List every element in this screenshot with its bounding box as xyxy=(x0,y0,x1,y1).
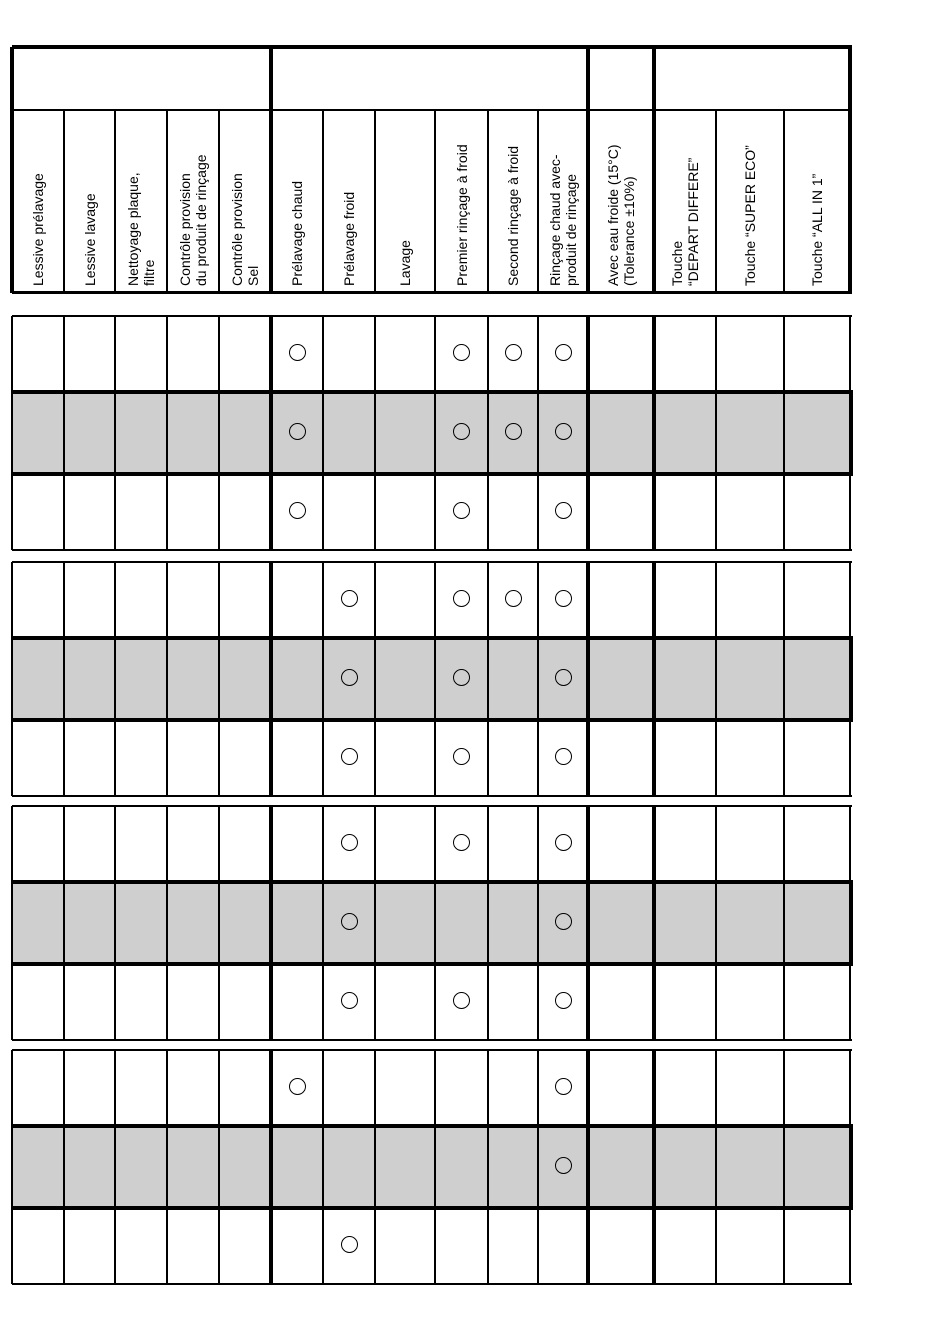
circle-mark-rincage-chaud xyxy=(555,992,572,1009)
shaded-row-edge xyxy=(849,1124,853,1210)
group-bottom-border xyxy=(12,1283,852,1285)
circle-mark-rincage-chaud xyxy=(555,669,572,686)
column-divider xyxy=(652,806,656,1040)
column-divider xyxy=(218,806,220,1040)
column-divider xyxy=(166,1050,168,1284)
row-divider xyxy=(12,1206,852,1210)
circle-mark-prelavage-froid xyxy=(341,1236,358,1253)
column-divider xyxy=(166,806,168,1040)
row-divider xyxy=(12,472,852,476)
header-bottom-border xyxy=(12,291,852,294)
circle-mark-second-rincage-froid xyxy=(505,590,522,607)
row-divider xyxy=(12,1124,852,1128)
column-divider xyxy=(652,562,656,796)
row-divider xyxy=(12,880,852,884)
column-divider xyxy=(652,316,656,550)
circle-mark-prelavage-chaud xyxy=(289,423,306,440)
header-divider xyxy=(783,110,785,293)
circle-mark-rincage-chaud xyxy=(555,748,572,765)
column-divider xyxy=(586,1050,590,1284)
group-top-border xyxy=(12,1049,852,1051)
header-divider xyxy=(114,110,116,293)
column-divider xyxy=(269,562,273,796)
column-header-line: Lavage xyxy=(397,240,413,286)
header-divider xyxy=(652,47,656,293)
shaded-row-edge xyxy=(849,880,853,966)
circle-mark-prelavage-chaud xyxy=(289,1078,306,1095)
circle-mark-rincage-chaud xyxy=(555,344,572,361)
circle-mark-prelavage-froid xyxy=(341,590,358,607)
group-bottom-border xyxy=(12,1039,852,1041)
header-divider xyxy=(63,110,65,293)
column-header-touche-depart-differe xyxy=(669,158,701,286)
column-divider xyxy=(374,806,376,1040)
shaded-row xyxy=(12,882,850,964)
column-header-prelavage-chaud xyxy=(289,181,305,286)
shaded-row xyxy=(12,1126,850,1208)
column-header-line: Prélavage chaud xyxy=(289,180,305,286)
column-header-line: Premier rinçage à froid xyxy=(453,144,470,286)
header-divider xyxy=(166,110,168,293)
column-header-line: Contrôle provision xyxy=(177,173,193,286)
header-divider xyxy=(322,110,324,293)
column-divider xyxy=(374,316,376,550)
column-divider xyxy=(11,1050,13,1284)
column-divider xyxy=(374,562,376,796)
column-divider xyxy=(114,316,116,550)
column-divider xyxy=(63,316,65,550)
column-divider xyxy=(487,806,489,1040)
column-divider xyxy=(114,1050,116,1284)
column-divider xyxy=(715,562,717,796)
group-top-border xyxy=(12,561,852,563)
column-divider xyxy=(537,806,539,1040)
column-divider xyxy=(11,562,13,796)
column-divider xyxy=(783,806,785,1040)
column-divider xyxy=(783,316,785,550)
circle-mark-rincage-chaud xyxy=(555,590,572,607)
column-header-second-rincage-froid xyxy=(505,146,521,286)
column-header-line: produit de rinçage xyxy=(563,173,579,286)
column-header-line: Prélavage froid xyxy=(341,191,357,286)
column-divider xyxy=(586,806,590,1040)
column-header-lessive-lavage xyxy=(82,193,98,286)
column-divider xyxy=(11,316,13,550)
column-header-line: Second rinçage à froid xyxy=(505,145,521,286)
shaded-row-edge xyxy=(849,390,853,476)
column-header-prelavage-froid xyxy=(341,192,357,286)
group-bottom-border xyxy=(12,549,852,551)
column-divider xyxy=(11,806,13,1040)
circle-mark-premier-rincage-froid xyxy=(453,992,470,1009)
column-header-line: Lessive prélavage xyxy=(30,173,46,286)
circle-mark-prelavage-froid xyxy=(341,669,358,686)
column-divider xyxy=(269,1050,273,1284)
row-divider xyxy=(12,718,852,722)
column-divider xyxy=(537,316,539,550)
circle-mark-prelavage-froid xyxy=(341,992,358,1009)
column-divider xyxy=(114,562,116,796)
header-divider xyxy=(848,47,852,293)
circle-mark-rincage-chaud xyxy=(555,834,572,851)
column-header-line: Avec eau froide (15°C) xyxy=(605,144,621,286)
column-header-line: filtre xyxy=(141,259,157,286)
column-header-line: (Tolerance ±10%) xyxy=(621,176,637,286)
column-divider xyxy=(715,806,717,1040)
column-header-line: Rinçage chaud avec- xyxy=(547,154,563,286)
header-divider xyxy=(374,110,376,293)
column-header-line: Nettoyage plaque, xyxy=(125,172,141,286)
shaded-row xyxy=(12,392,850,474)
column-header-line: du produit de rinçage xyxy=(193,154,209,286)
column-divider xyxy=(586,562,590,796)
column-header-line: “DEPART DIFFERE” xyxy=(685,157,701,286)
circle-mark-premier-rincage-froid xyxy=(453,344,470,361)
column-divider xyxy=(322,1050,324,1284)
column-divider xyxy=(374,1050,376,1284)
column-divider xyxy=(537,562,539,796)
circle-mark-rincage-chaud xyxy=(555,423,572,440)
circle-mark-rincage-chaud xyxy=(555,1078,572,1095)
column-divider xyxy=(114,806,116,1040)
column-divider xyxy=(487,562,489,796)
column-divider xyxy=(322,562,324,796)
column-divider xyxy=(434,1050,436,1284)
column-header-avec-eau-froide xyxy=(605,144,637,286)
row-divider xyxy=(12,390,852,394)
column-header-nettoyage-plaque-filtre xyxy=(125,172,157,286)
column-header-touche-super-eco xyxy=(742,145,758,286)
header-divider xyxy=(434,110,436,293)
column-divider xyxy=(166,562,168,796)
circle-mark-prelavage-chaud xyxy=(289,344,306,361)
column-divider xyxy=(783,562,785,796)
header-divider xyxy=(218,110,220,293)
column-divider xyxy=(166,316,168,550)
column-divider xyxy=(487,1050,489,1284)
column-divider xyxy=(715,316,717,550)
column-header-rincage-chaud xyxy=(547,154,579,286)
column-divider xyxy=(322,316,324,550)
column-header-premier-rincage-froid xyxy=(454,144,470,286)
column-header-line: Touche “SUPER ECO” xyxy=(742,145,758,286)
column-divider xyxy=(487,316,489,550)
column-divider xyxy=(218,562,220,796)
column-header-line: Contrôle provision xyxy=(229,173,245,286)
header-divider xyxy=(487,110,489,293)
column-divider xyxy=(434,562,436,796)
circle-mark-prelavage-froid xyxy=(341,834,358,851)
circle-mark-premier-rincage-froid xyxy=(453,669,470,686)
column-header-controle-sel xyxy=(229,173,261,286)
header-top-border xyxy=(12,45,852,49)
shaded-row xyxy=(12,638,850,720)
column-divider xyxy=(434,806,436,1040)
column-divider xyxy=(269,806,273,1040)
column-divider xyxy=(63,1050,65,1284)
column-header-line: Sel xyxy=(245,265,261,286)
circle-mark-rincage-chaud xyxy=(555,1157,572,1174)
header-divider xyxy=(269,47,273,293)
circle-mark-second-rincage-froid xyxy=(505,344,522,361)
column-divider xyxy=(322,806,324,1040)
row-divider xyxy=(12,636,852,640)
column-divider xyxy=(586,316,590,550)
column-divider xyxy=(269,316,273,550)
column-divider xyxy=(218,316,220,550)
column-header-touche-all-in-1 xyxy=(809,174,825,286)
header-mid-border xyxy=(12,109,850,111)
circle-mark-premier-rincage-froid xyxy=(453,423,470,440)
column-divider xyxy=(652,1050,656,1284)
circle-mark-premier-rincage-froid xyxy=(453,502,470,519)
header-divider xyxy=(537,110,539,293)
circle-mark-rincage-chaud xyxy=(555,913,572,930)
column-divider xyxy=(715,1050,717,1284)
column-divider xyxy=(783,1050,785,1284)
group-bottom-border xyxy=(12,795,852,797)
column-divider xyxy=(218,1050,220,1284)
column-divider xyxy=(63,806,65,1040)
group-top-border xyxy=(12,805,852,807)
column-divider xyxy=(434,316,436,550)
circle-mark-prelavage-froid xyxy=(341,748,358,765)
circle-mark-prelavage-froid xyxy=(341,913,358,930)
circle-mark-premier-rincage-froid xyxy=(453,590,470,607)
circle-mark-second-rincage-froid xyxy=(505,423,522,440)
group-top-border xyxy=(12,315,852,317)
circle-mark-prelavage-chaud xyxy=(289,502,306,519)
column-header-controle-rincage xyxy=(177,154,209,286)
column-header-lessive-prelavage xyxy=(30,173,46,286)
header-divider xyxy=(715,110,717,293)
circle-mark-rincage-chaud xyxy=(555,502,572,519)
header-divider xyxy=(10,47,14,293)
column-divider xyxy=(537,1050,539,1284)
circle-mark-premier-rincage-froid xyxy=(453,748,470,765)
column-header-lavage xyxy=(397,240,413,286)
column-header-line: Touche “ALL IN 1” xyxy=(809,173,825,286)
column-header-line: Touche xyxy=(669,240,685,286)
header-divider xyxy=(586,47,590,293)
circle-mark-premier-rincage-froid xyxy=(453,834,470,851)
column-header-line: Lessive lavage xyxy=(81,193,98,286)
column-divider xyxy=(63,562,65,796)
shaded-row-edge xyxy=(849,636,853,722)
row-divider xyxy=(12,962,852,966)
